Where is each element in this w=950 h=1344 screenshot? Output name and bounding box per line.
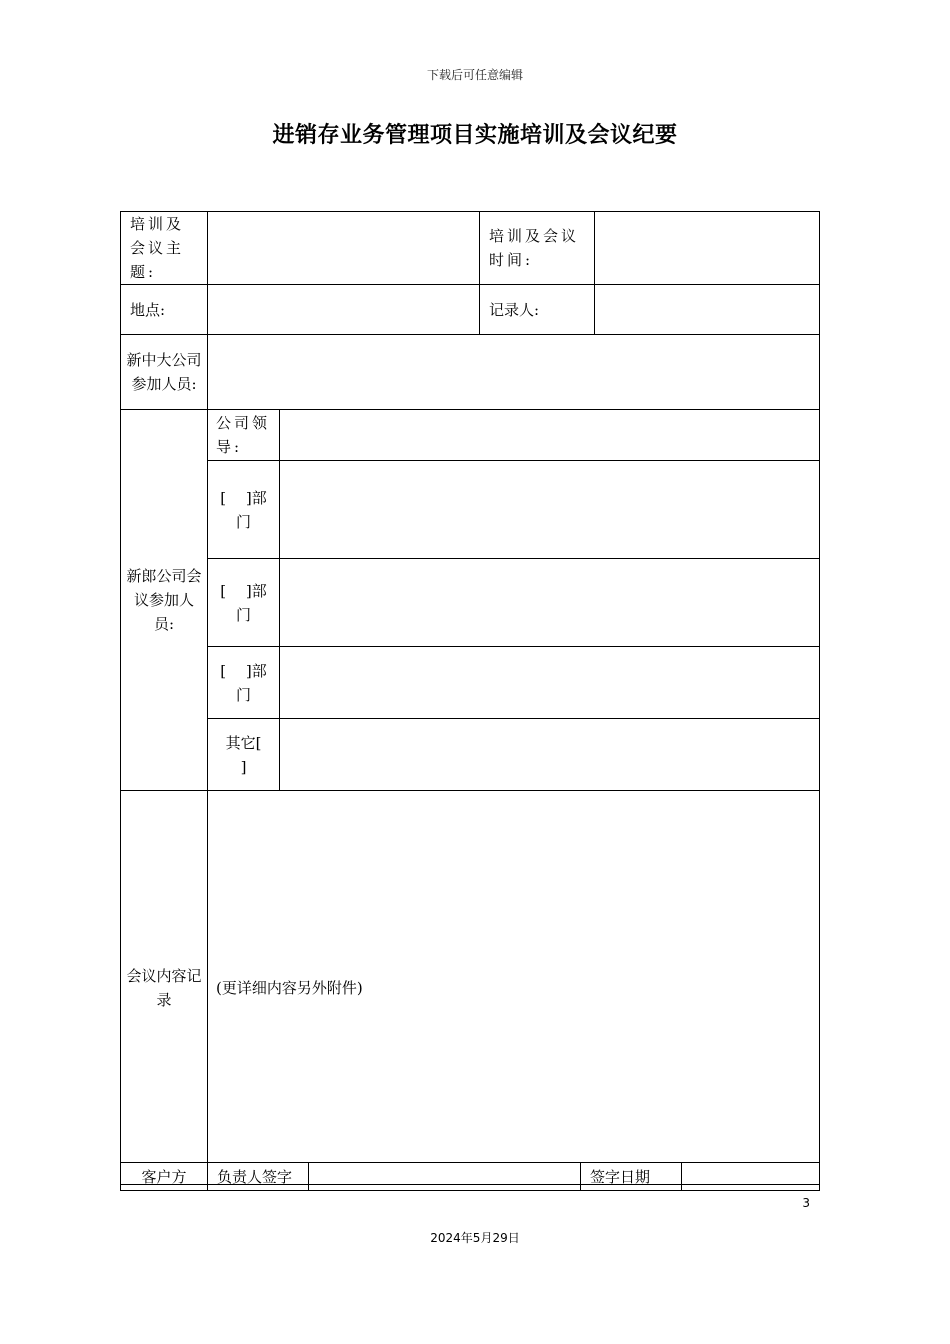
sign-date-label: 签字日期	[590, 1168, 651, 1186]
sign-date-label-cell	[581, 1163, 682, 1191]
dept1-value-cell[interactable]	[280, 461, 820, 559]
leaders-label-cell	[208, 410, 280, 461]
header-note: 下载后可任意编辑	[426, 68, 523, 82]
client-label: 客户方	[141, 1168, 187, 1186]
dept3-value-cell[interactable]	[280, 647, 820, 719]
topic-value-cell[interactable]	[208, 212, 480, 285]
dept2-label: [ ]部门	[220, 581, 267, 624]
page-number: 3	[802, 1196, 810, 1210]
time-label-cell	[480, 212, 595, 285]
content-value-cell[interactable]	[208, 791, 820, 1185]
meeting-form-table	[120, 211, 820, 1185]
dept1-label-cell	[208, 461, 280, 559]
dept2-value-cell[interactable]	[280, 559, 820, 647]
content-note: (更详细内容另外附件)	[216, 978, 363, 997]
page-title: 进销存业务管理项目实施培训及会议纪要	[272, 123, 678, 148]
leaders-label: 公司领导:	[216, 414, 271, 456]
dept3-label-cell	[208, 647, 280, 719]
dept3-label: [ ]部门	[220, 661, 267, 704]
xinlang-label: 新郎公司会议参加人员:	[126, 567, 202, 633]
time-value-cell[interactable]	[595, 212, 820, 285]
signature-row-table	[120, 1162, 820, 1191]
dept1-label: [ ]部门	[220, 488, 267, 531]
content-label-cell	[121, 791, 208, 1185]
other-label: 其它[ ]	[225, 733, 282, 776]
content-label: 会议内容记录	[126, 966, 202, 1009]
signer-value-cell[interactable]	[309, 1163, 581, 1191]
recorder-value-cell[interactable]	[595, 285, 820, 335]
client-label-cell	[121, 1163, 208, 1191]
recorder-label: 记录人:	[489, 300, 540, 319]
recorder-label-cell	[480, 285, 595, 335]
xinlang-label-cell	[121, 410, 208, 791]
signer-label-cell	[208, 1163, 309, 1191]
leaders-value-cell[interactable]	[280, 410, 820, 461]
xinzhongda-label: 新中大公司参加人员:	[126, 351, 202, 393]
signer-label: 负责人签字	[217, 1168, 293, 1186]
other-label-cell	[208, 719, 280, 791]
other-value-cell[interactable]	[280, 719, 820, 791]
dept2-label-cell	[208, 559, 280, 647]
sign-date-value-cell[interactable]	[682, 1163, 820, 1191]
xinzhongda-value-cell[interactable]	[208, 335, 820, 410]
location-label: 地点:	[130, 300, 166, 319]
location-value-cell[interactable]	[208, 285, 480, 335]
xinzhongda-label-cell	[121, 335, 208, 410]
topic-label: 培训及会议主题:	[130, 215, 185, 281]
location-label-cell	[121, 285, 208, 335]
time-label: 培训及会议时间:	[489, 227, 580, 269]
footer-date: 2024年5月29日	[430, 1231, 520, 1245]
topic-label-cell	[121, 212, 208, 285]
